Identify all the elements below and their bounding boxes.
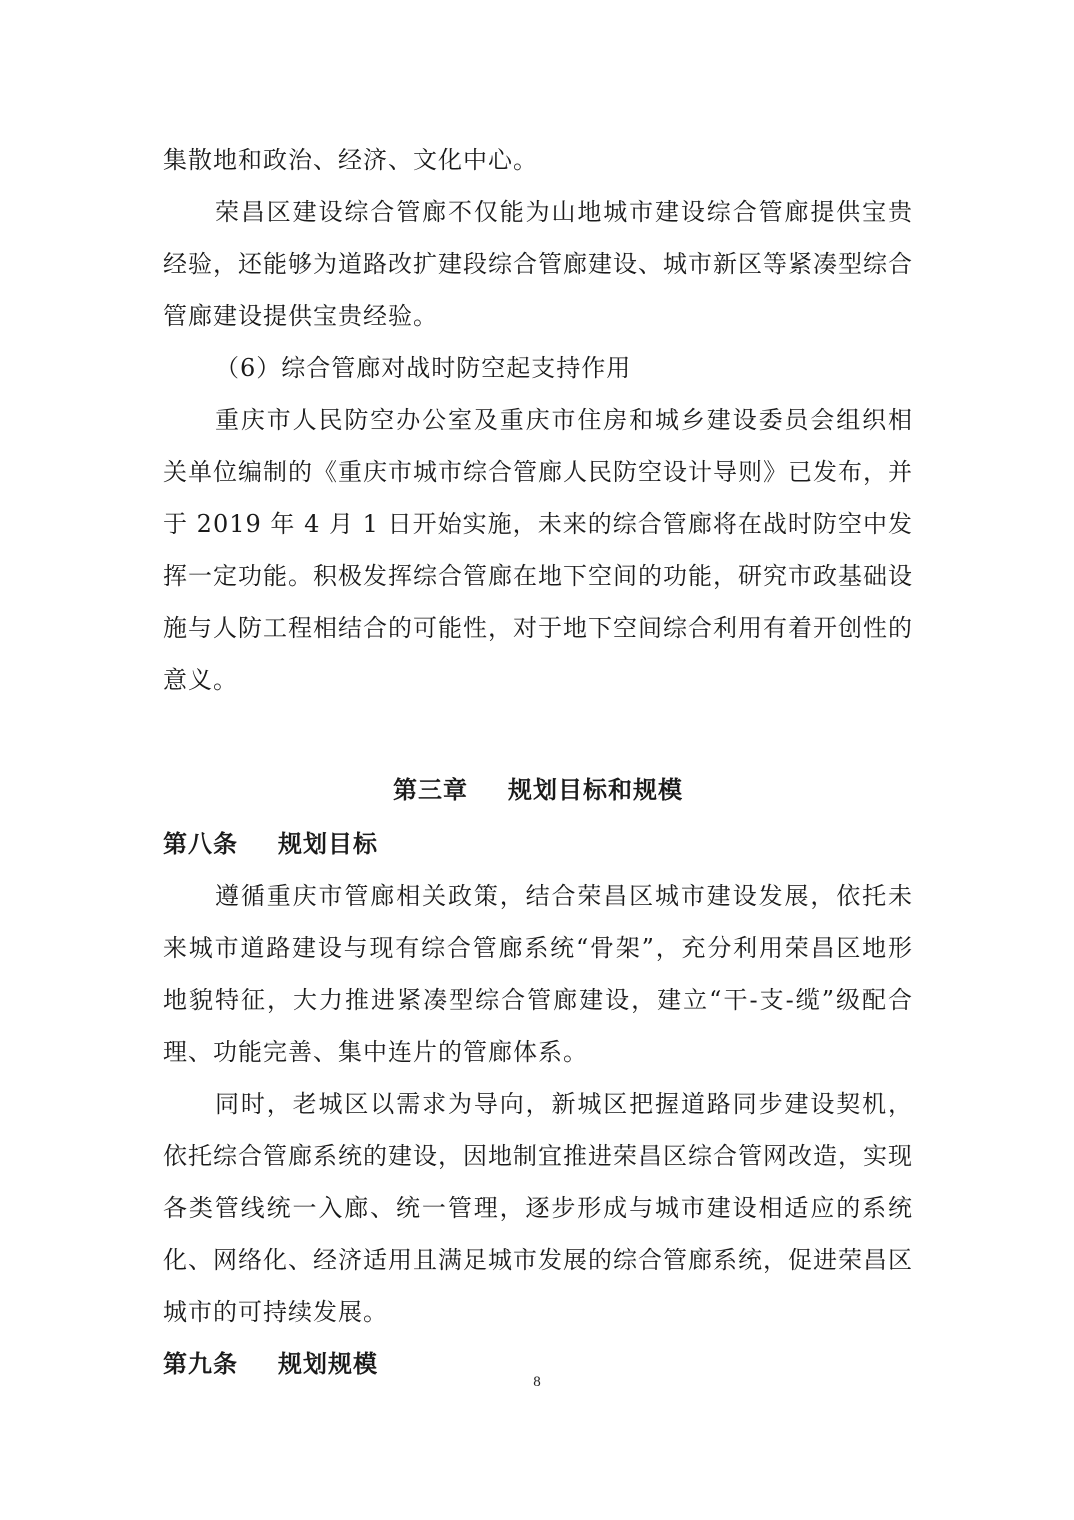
article-8-number: 第八条 xyxy=(163,830,238,858)
chapter-heading xyxy=(163,762,913,818)
chapter-number: 第三章 xyxy=(393,776,468,804)
article-8-heading xyxy=(163,818,913,870)
article-9-number: 第九条 xyxy=(163,1350,238,1378)
page-number: 8 xyxy=(533,1374,541,1390)
subheading-air-defense: （6）综合管廊对战时防空起支持作用 xyxy=(215,354,632,382)
article-8-paragraph-1: 遵循重庆市管廊相关政策，结合荣昌区城市建设发展，依托未来城市道路建设与现有综合管廊系统“骨架”，充分利用荣昌区地形地貌特征，大力推进紧凑型综合管廊建设，建立“干-支-缆”级配合理、功能完善、集中连片的管廊体系。 xyxy=(163,882,913,1066)
article-8-paragraph-2: 同时，老城区以需求为导向，新城区把握道路同步建设契机，依托综合管廊系统的建设，因地制宜推进荣昌区综合管网改造，实现各类管线统一入廊、统一管理，逐步形成与城市建设相适应的系统化、网络化、经济适用且满足城市发展的综合管廊系统，促进荣昌区城市的可持续发展。 xyxy=(163,1090,913,1326)
page-content xyxy=(163,134,913,1390)
paragraph-continuation: 集散地和政治、经济、文化中心。 xyxy=(163,146,538,174)
article-9-title: 规划规模 xyxy=(278,1350,378,1378)
chapter-title: 规划目标和规模 xyxy=(508,776,683,804)
paragraph-experience: 荣昌区建设综合管廊不仅能为山地城市建设综合管廊提供宝贵经验，还能够为道路改扩建段综合管廊建设、城市新区等紧凑型综合管廊建设提供宝贵经验。 xyxy=(163,198,913,330)
article-8-title: 规划目标 xyxy=(278,830,378,858)
paragraph-air-defense: 重庆市人民防空办公室及重庆市住房和城乡建设委员会组织相关单位编制的《重庆市城市综合管廊人民防空设计导则》已发布，并于 2019 年 4 月 1 日开始实施，未来的综合管廊将在战时防空中发挥一定功能。积极发挥综合管廊在地下空间的功能，研究市政基础设施与人防工程相结合的可能性，对于地下空间综合利用有着开创性的意义。 xyxy=(163,406,913,694)
